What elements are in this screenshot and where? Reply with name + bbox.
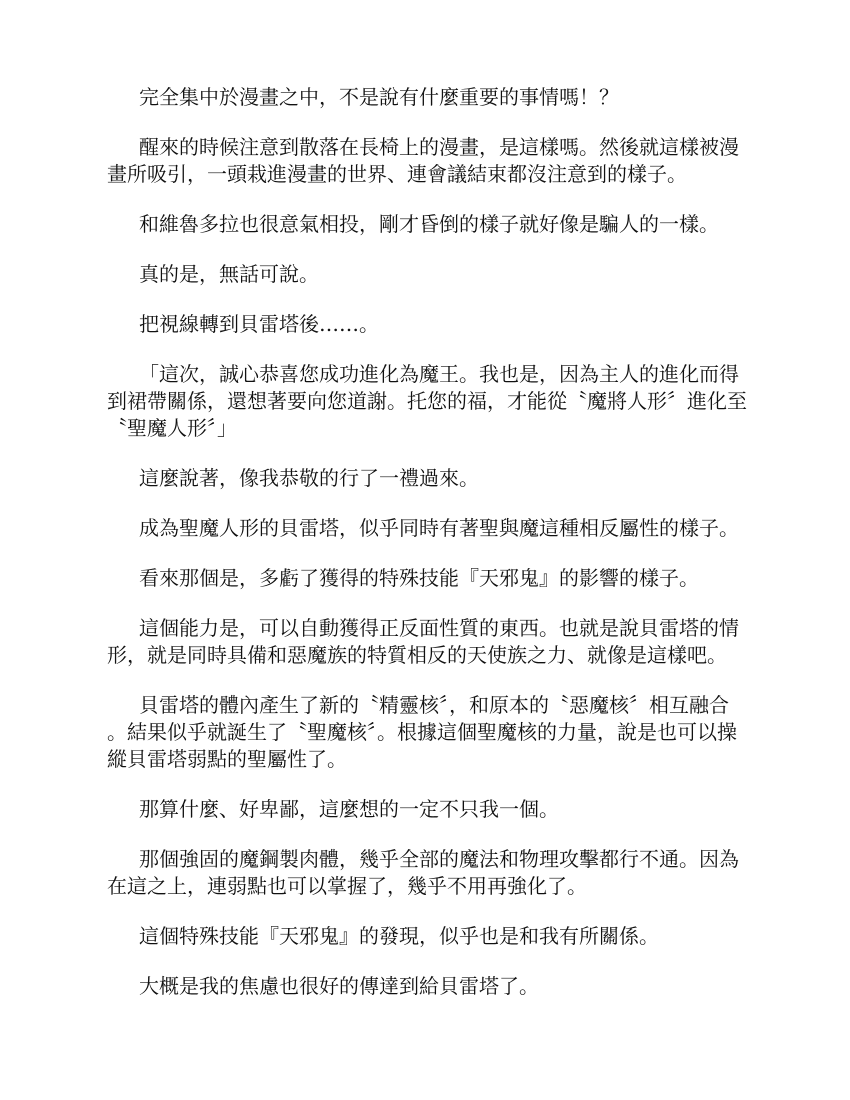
paragraph: 成為聖魔人形的貝雷塔，似乎同時有著聖與魔這種相反屬性的樣子。 [139,516,739,540]
paragraph: 那個強固的魔鋼製肉體，幾乎全部的魔法和物理攻擊都行不通。因為在這之上，連弱點也可以掌握了，幾乎不用再強化了。 [107,847,739,898]
paragraph: 大概是我的焦慮也很好的傳達到給貝雷塔了。 [139,974,539,998]
paragraph: 這個特殊技能『天邪鬼』的發現，似乎也是和我有所關係。 [139,924,659,948]
paragraph: 把視線轉到貝雷塔後……。 [139,312,379,336]
paragraph: 真的是，無話可說。 [139,262,319,286]
paragraph: 貝雷塔的體內產生了新的〝精靈核〞，和原本的〝惡魔核〞相互融合。結果似乎就誕生了〝聖魔核〞。根據這個聖魔核的力量，說是也可以操縱貝雷塔弱點的聖屬性了。 [107,693,737,771]
paragraph: 這麼說著，像我恭敬的行了一禮過來。 [139,466,479,490]
paragraph: 看來那個是，多虧了獲得的特殊技能『天邪鬼』的影響的樣子。 [139,566,699,590]
paragraph: 和維魯多拉也很意氣相投，剛才昏倒的樣子就好像是騙人的一樣。 [139,212,719,236]
paragraph: 這個能力是，可以自動獲得正反面性質的東西。也就是說貝雷塔的情形，就是同時具備和惡魔族的特質相反的天使族之力、就像是這樣吧。 [107,616,739,667]
document-body [107,84,747,1023]
paragraph: 「這次，誠心恭喜您成功進化為魔王。我也是，因為主人的進化而得到裙帶關係，還想著要向您道謝。托您的福，才能從〝魔將人形〞進化至〝聖魔人形〞」 [107,362,747,440]
paragraph: 完全集中於漫畫之中，不是說有什麼重要的事情嗎！？ [139,85,619,109]
paragraph: 那算什麼、好卑鄙，這麼想的一定不只我一個。 [139,797,559,821]
paragraph: 醒來的時候注意到散落在長椅上的漫畫，是這樣嗎。然後就這樣被漫畫所吸引，一頭栽進漫畫的世界、連會議結束都沒注意到的樣子。 [107,135,739,186]
